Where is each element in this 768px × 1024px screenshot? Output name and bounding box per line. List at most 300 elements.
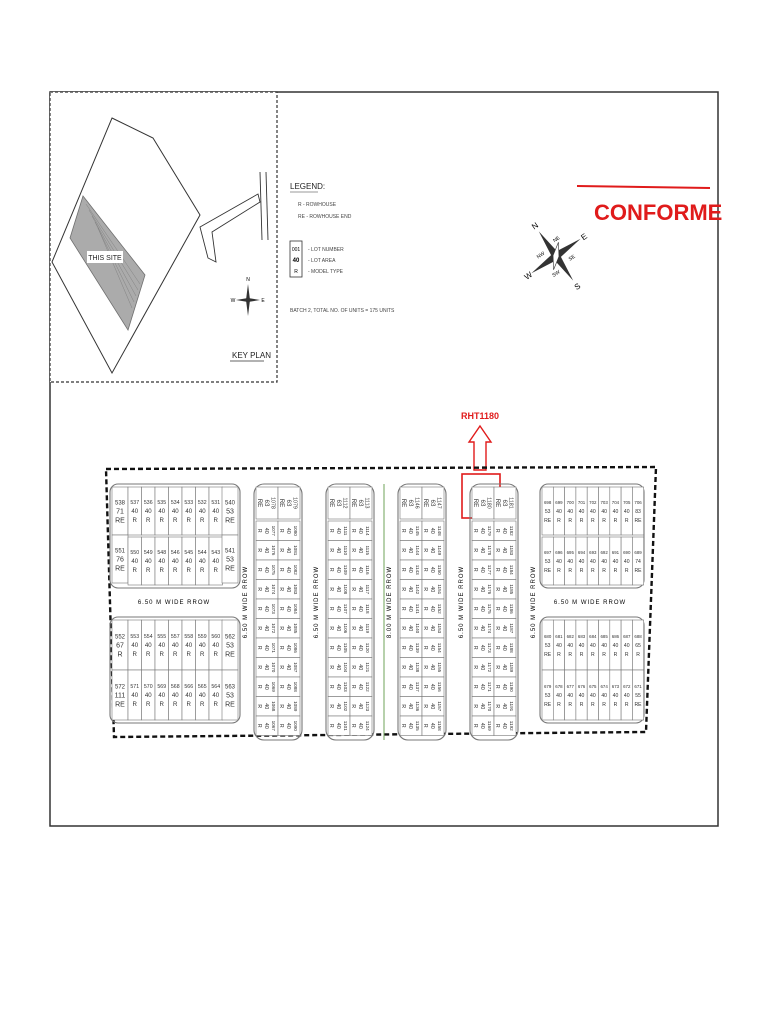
- road-label-right: 6.50 M WIDE RROW: [553, 600, 627, 606]
- lot-549: [142, 537, 156, 585]
- lot-type: R: [278, 665, 285, 670]
- lot-type: R: [400, 548, 407, 553]
- lot-area: 40: [479, 644, 486, 651]
- lot-number: 1090: [292, 720, 298, 731]
- lot-type: R: [472, 704, 479, 709]
- lot-area: 40: [601, 508, 607, 515]
- lot-684: [587, 620, 598, 670]
- lot-1078: [256, 487, 278, 519]
- lot-area: 40: [144, 508, 152, 516]
- key-plan-title: KEY PLAN: [232, 351, 271, 360]
- lot-labels: [115, 684, 126, 708]
- lot-1116: [350, 560, 372, 580]
- lot-type: R: [256, 665, 263, 670]
- lot-area: 40: [590, 558, 596, 565]
- lot-number: 1148: [436, 525, 442, 536]
- lot-area: 40: [501, 566, 508, 573]
- lot-number: 554: [143, 634, 153, 641]
- lot-number: 552: [114, 634, 126, 641]
- lot-area: 40: [556, 508, 562, 515]
- lot-1186: [494, 599, 516, 619]
- lot-number: 676: [577, 683, 586, 689]
- lot-number: 1142: [414, 584, 420, 595]
- lot-559: [196, 620, 210, 670]
- lot-area: 40: [335, 644, 342, 651]
- lot-1123: [350, 697, 372, 717]
- lot-552: [112, 620, 128, 670]
- lot-area: 40: [357, 547, 364, 554]
- lot-705: [621, 487, 632, 535]
- lot-area: 40: [335, 566, 342, 573]
- lot-number: 1191: [508, 701, 514, 712]
- lot-1190: [494, 677, 516, 697]
- lot-1169: [472, 716, 494, 736]
- lot-area: 40: [357, 586, 364, 593]
- lot-area: 40: [335, 683, 342, 690]
- lot-type: R: [256, 684, 263, 689]
- marker-arrow-icon: [469, 426, 491, 470]
- lot-1171: [472, 677, 494, 697]
- lot-area: 53: [544, 692, 551, 699]
- lot-number: 701: [577, 499, 586, 505]
- lot-area: 40: [429, 683, 436, 690]
- lot-type: R: [613, 651, 618, 658]
- lot-area: 40: [407, 566, 414, 573]
- lot-1137: [400, 677, 422, 697]
- lot-type: RE: [634, 567, 642, 574]
- lot-type: R: [200, 517, 205, 525]
- lot-type: R: [472, 626, 479, 631]
- lot-type: R: [400, 567, 407, 572]
- lot-type: R: [494, 606, 501, 611]
- lot-area: 40: [429, 527, 436, 534]
- lot-1140: [400, 619, 422, 639]
- lot-type: R: [350, 528, 357, 533]
- lot-number: 1082: [292, 564, 298, 575]
- lot-number: 555: [157, 634, 167, 641]
- lot-area: 40: [601, 558, 607, 565]
- lot-number: 675: [589, 683, 597, 689]
- lot-number: 1120: [364, 642, 370, 653]
- lot-number: 1182: [508, 525, 514, 536]
- lot-1069: [256, 677, 278, 697]
- lot-area: 40: [590, 692, 596, 699]
- lot-1187: [494, 619, 516, 639]
- lot-number: 1150: [436, 564, 442, 575]
- lot-area: 40: [567, 508, 574, 515]
- lot-type: R: [472, 606, 479, 611]
- lot-area: 40: [429, 703, 436, 710]
- lot-1084: [278, 599, 300, 619]
- lot-number: 1157: [436, 701, 442, 712]
- lot-type: RE: [544, 567, 552, 574]
- lot-number: 1143: [414, 564, 420, 575]
- site-label: THIS SITE: [88, 255, 122, 262]
- lot-type: R: [186, 517, 191, 525]
- lot-number: 671: [634, 683, 642, 689]
- lot-area: 40: [479, 664, 486, 671]
- lot-1156: [422, 677, 444, 697]
- lot-area: 40: [263, 664, 270, 671]
- lot-690: [621, 537, 632, 585]
- lot-number: 1088: [292, 681, 298, 692]
- lot-type: R: [422, 587, 429, 592]
- lot-area: 40: [263, 625, 270, 632]
- lot-area: 40: [171, 508, 179, 516]
- lot-558: [182, 620, 196, 670]
- lot-700: [565, 487, 576, 535]
- lot-1141: [400, 599, 422, 619]
- lot-area: 40: [144, 642, 152, 650]
- lot-number: 1071: [270, 642, 276, 653]
- key-plan: [50, 92, 277, 382]
- lot-type: R: [422, 606, 429, 611]
- lot-type: R: [256, 528, 263, 533]
- lot-1150: [422, 560, 444, 580]
- lot-type: R: [173, 651, 178, 659]
- lot-area: 40: [131, 558, 139, 566]
- lot-type: R: [278, 528, 285, 533]
- lot-type: R: [472, 723, 479, 728]
- lot-type: RE: [225, 565, 235, 573]
- lot-number: 690: [623, 549, 631, 555]
- lot-area: 40: [263, 605, 270, 612]
- lot-1070: [256, 658, 278, 678]
- lot-area: 40: [479, 566, 486, 573]
- lot-number: 689: [634, 549, 642, 555]
- lot-number: 1074: [270, 584, 276, 595]
- lot-type: R: [422, 528, 429, 533]
- lot-1183: [494, 541, 516, 561]
- lot-number: 553: [130, 634, 140, 641]
- lot-type: R: [472, 645, 479, 650]
- lot-type: R: [422, 723, 429, 728]
- lot-area: 40: [171, 692, 179, 700]
- lot-type: R: [173, 517, 178, 525]
- lot-area: 40: [285, 703, 292, 710]
- lot-number: 1179: [486, 525, 492, 536]
- lot-1105: [328, 638, 350, 658]
- lot-type: RE: [115, 565, 125, 573]
- lot-number: 560: [211, 634, 221, 641]
- lot-type: R: [328, 723, 335, 728]
- lot-1179: [472, 521, 494, 541]
- lot-type: R: [568, 651, 573, 658]
- lot-1113: [350, 487, 372, 519]
- lot-1152: [422, 599, 444, 619]
- lot-538: [112, 487, 128, 535]
- lot-1074: [256, 580, 278, 600]
- lot-number: 1086: [292, 642, 298, 653]
- lot-area: 40: [407, 644, 414, 651]
- lot-area: 40: [407, 586, 414, 593]
- lot-area: 74: [635, 558, 641, 565]
- lot-type: R: [328, 704, 335, 709]
- lot-area: 40: [556, 642, 562, 649]
- lot-type: R: [256, 704, 263, 709]
- lot-area: 40: [263, 703, 270, 710]
- lot-1079: [278, 487, 300, 519]
- lot-number: 1141: [414, 603, 420, 614]
- lot-area: 40: [357, 722, 364, 729]
- lot-number: 1112: [341, 497, 348, 509]
- lot-type: R: [494, 684, 501, 689]
- legend-model-type: - MODEL TYPE: [308, 269, 344, 275]
- lot-type: R: [557, 651, 561, 658]
- lot-area: 40: [335, 703, 342, 710]
- lot-area: 40: [212, 692, 220, 700]
- lot-676: [576, 670, 587, 720]
- lot-1143: [400, 560, 422, 580]
- lot-1172: [472, 658, 494, 678]
- lot-number: 1144: [414, 545, 420, 556]
- lot-number: 1171: [486, 681, 492, 692]
- lot-697: [542, 537, 553, 585]
- lot-number: 1084: [292, 603, 298, 614]
- lot-area: 40: [335, 586, 342, 593]
- lot-number: 681: [555, 633, 563, 639]
- lot-type: RE: [493, 498, 501, 508]
- lot-type: R: [472, 587, 479, 592]
- lot-1082: [278, 560, 300, 580]
- lot-type: R: [278, 723, 285, 728]
- lot-number: 1137: [414, 681, 420, 692]
- lot-572: [112, 670, 128, 720]
- lot-1107: [328, 599, 350, 619]
- lot-number: 1081: [292, 545, 298, 556]
- lot-type: R: [400, 645, 407, 650]
- lot-1067: [256, 716, 278, 736]
- lot-type: R: [328, 587, 335, 592]
- lot-type: R: [328, 548, 335, 553]
- marker-label: RHT1180: [460, 411, 500, 421]
- road-label-col-4: 6.50 M WIDE RROW: [459, 565, 465, 639]
- lot-number: 1101: [342, 720, 348, 731]
- lot-area: 40: [158, 558, 166, 566]
- lot-type: R: [591, 517, 595, 524]
- lot-type: R: [494, 626, 501, 631]
- lot-area: 40: [263, 683, 270, 690]
- lot-area: 40: [612, 558, 619, 565]
- lot-area: 63: [284, 499, 292, 507]
- lot-area: 40: [623, 558, 630, 565]
- lot-type: R: [200, 567, 205, 575]
- lot-number: 1146: [413, 497, 420, 509]
- lot-type: R: [591, 701, 595, 708]
- lot-number: 1192: [508, 720, 514, 731]
- lot-1149: [422, 541, 444, 561]
- lot-area: 40: [144, 558, 152, 566]
- lot-1180: [472, 487, 494, 519]
- lot-531: [209, 487, 223, 535]
- lot-type: R: [278, 587, 285, 592]
- lot-cells: [112, 487, 644, 736]
- lot-number: 686: [611, 633, 620, 639]
- lot-541: [222, 535, 238, 583]
- compass-w: W: [522, 270, 535, 282]
- lot-type: R: [186, 701, 191, 709]
- lot-number: 1123: [364, 701, 370, 712]
- lot-type: R: [422, 626, 429, 631]
- lot-number: 548: [157, 550, 167, 557]
- lot-number: 537: [130, 500, 140, 507]
- lot-1188: [494, 638, 516, 658]
- lot-area: 40: [407, 664, 414, 671]
- lot-545: [182, 537, 196, 585]
- road-label-left: 6.50 M WIDE RROW: [137, 600, 211, 606]
- svg-text:W: W: [230, 298, 236, 304]
- lot-702: [587, 487, 598, 535]
- lot-number: 551: [114, 548, 126, 555]
- lot-692: [599, 537, 610, 585]
- lot-534: [169, 487, 183, 535]
- lot-number: 569: [157, 684, 167, 691]
- lot-675: [587, 670, 598, 720]
- lot-number: 1190: [508, 681, 514, 692]
- lot-number: 687: [623, 633, 631, 639]
- lot-type: R: [613, 701, 618, 708]
- lot-number: 1105: [342, 642, 348, 653]
- lot-number: 1115: [364, 545, 370, 556]
- lot-type: R: [132, 701, 137, 709]
- lot-type: RE: [544, 701, 552, 708]
- lot-1155: [422, 658, 444, 678]
- lot-type: R: [472, 548, 479, 553]
- lot-area: 40: [263, 547, 270, 554]
- lot-type: R: [256, 587, 263, 592]
- lot-686: [610, 620, 621, 670]
- lot-area: 40: [501, 586, 508, 593]
- lot-type: R: [256, 567, 263, 572]
- lot-number: 1124: [364, 720, 370, 731]
- legend: [290, 182, 395, 314]
- lot-number: 1073: [270, 603, 276, 614]
- lot-number: 1158: [436, 720, 442, 731]
- lot-type: R: [557, 701, 561, 708]
- lot-number: 1140: [414, 623, 420, 634]
- lot-area: 63: [478, 499, 486, 507]
- lot-number: 544: [197, 550, 207, 557]
- lot-type: R: [278, 684, 285, 689]
- lot-type: R: [278, 548, 285, 553]
- lot-number: 682: [566, 633, 574, 639]
- lot-type: RE: [225, 517, 235, 525]
- lot-type: R: [159, 517, 164, 525]
- lot-area: 40: [556, 692, 562, 699]
- lot-number: 541: [224, 548, 236, 555]
- lot-type: R: [350, 548, 357, 553]
- lot-area: 40: [335, 527, 342, 534]
- lot-area: 40: [601, 692, 607, 699]
- lot-694: [576, 537, 587, 585]
- lot-673: [610, 670, 621, 720]
- lot-1139: [400, 638, 422, 658]
- lot-area: 53: [226, 692, 234, 700]
- lot-1119: [350, 619, 372, 639]
- lot-688: [632, 620, 643, 670]
- legend-lot-area: - LOT AREA: [308, 258, 336, 264]
- lot-area: 40: [578, 508, 585, 515]
- lot-704: [610, 487, 621, 535]
- lot-number: 562: [224, 634, 236, 641]
- lot-area: 40: [479, 703, 486, 710]
- lot-1072: [256, 619, 278, 639]
- lot-1101: [328, 716, 350, 736]
- lot-area: 63: [428, 499, 436, 507]
- lot-1138: [400, 658, 422, 678]
- lot-area: 63: [262, 499, 270, 507]
- lot-type: R: [624, 651, 629, 658]
- lot-number: 566: [184, 684, 194, 691]
- lot-1114: [350, 521, 372, 541]
- lot-type: R: [568, 517, 573, 524]
- lot-number: 691: [611, 549, 620, 555]
- lot-type: R: [350, 665, 357, 670]
- lot-number: 1067: [270, 720, 276, 731]
- lot-1102: [328, 697, 350, 717]
- lot-type: R: [557, 517, 561, 524]
- lot-type: R: [591, 651, 595, 658]
- lot-number: 696: [555, 549, 563, 555]
- lot-type: R: [278, 567, 285, 572]
- lot-1111: [328, 521, 350, 541]
- lot-type: R: [602, 517, 606, 524]
- lot-type: R: [256, 645, 263, 650]
- lot-number: 565: [197, 684, 207, 691]
- lot-695: [565, 537, 576, 585]
- lot-1192: [494, 716, 516, 736]
- lot-type: R: [350, 684, 357, 689]
- lot-550: [128, 537, 142, 585]
- lot-area: 40: [171, 642, 179, 650]
- lot-area: 63: [356, 499, 364, 507]
- lot-number: 1188: [508, 642, 514, 653]
- lot-1077: [256, 521, 278, 541]
- lot-area: 40: [357, 644, 364, 651]
- lot-area: 63: [334, 499, 342, 507]
- lot-area: 40: [578, 558, 585, 565]
- lot-type: R: [579, 651, 584, 658]
- lot-number: 1138: [414, 662, 420, 673]
- lot-685: [599, 620, 610, 670]
- lot-area: 71: [116, 508, 124, 516]
- lot-1175: [472, 599, 494, 619]
- lot-number: 679: [543, 683, 552, 689]
- lot-number: 1136: [414, 701, 420, 712]
- lot-1089: [278, 697, 300, 717]
- lot-703: [599, 487, 610, 535]
- lot-area: 40: [285, 527, 292, 534]
- lot-type: R: [472, 665, 479, 670]
- lot-1085: [278, 619, 300, 639]
- lot-area: 40: [578, 642, 585, 649]
- lot-1154: [422, 638, 444, 658]
- lot-number: 571: [130, 684, 140, 691]
- lot-type: R: [568, 567, 573, 574]
- lot-area: 40: [407, 683, 414, 690]
- lot-number: 702: [589, 499, 597, 505]
- lot-1112: [328, 487, 350, 519]
- lot-type: R: [256, 548, 263, 553]
- lot-area: 40: [479, 625, 486, 632]
- lot-553: [128, 620, 142, 670]
- lot-number: 533: [184, 500, 194, 507]
- lot-area: 67: [116, 642, 124, 650]
- lot-type: R: [173, 567, 178, 575]
- lot-area: 83: [635, 508, 641, 515]
- legend-re: RE - ROWHOUSE END: [298, 214, 352, 220]
- lot-type: R: [278, 606, 285, 611]
